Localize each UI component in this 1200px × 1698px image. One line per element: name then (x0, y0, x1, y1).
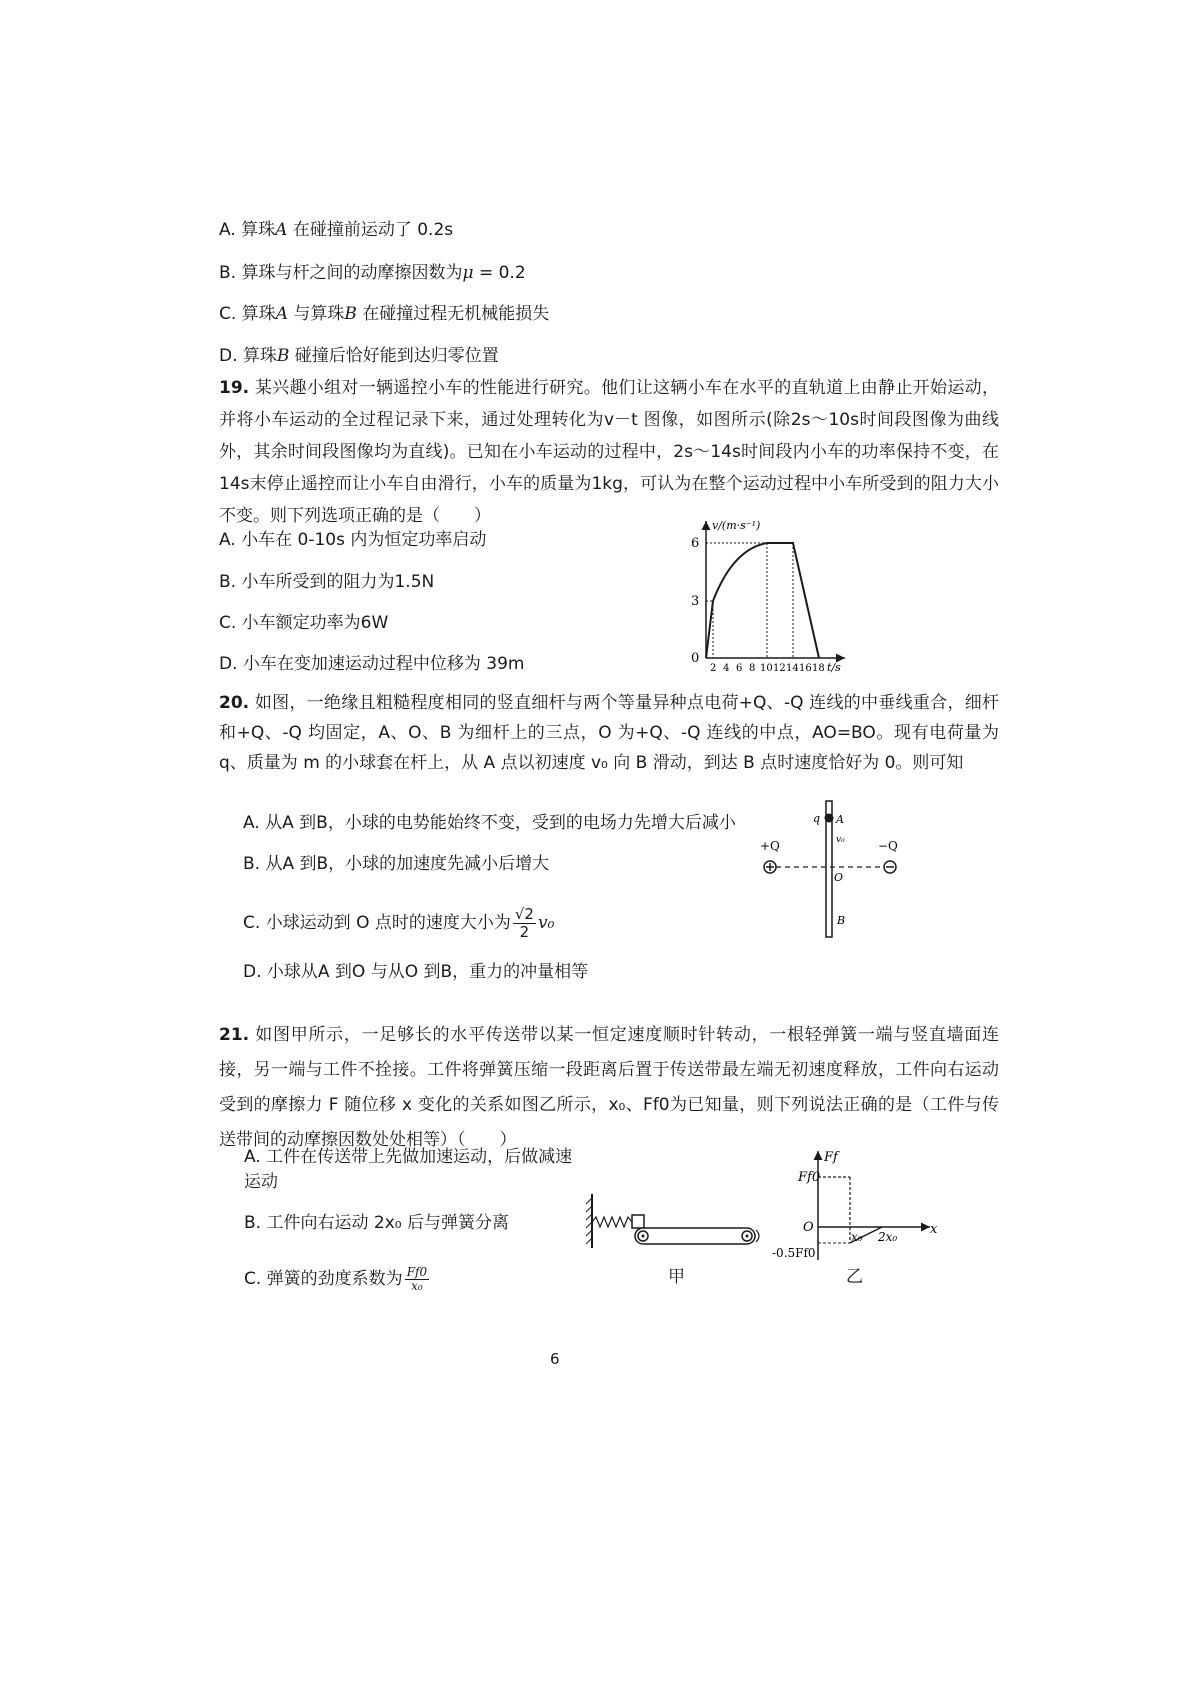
q20-option-d: D. 小球从A 到O 与从O 到B，重力的冲量相等 (243, 962, 589, 982)
conveyor-belt (635, 1228, 755, 1244)
rotation-arrow (756, 1230, 759, 1242)
q20-stem-text: 如图，一绝缘且粗糙程度相同的竖直细杆与两个等量异种点电荷+Q、-Q 连线的中垂线重合，细杆和+Q、-Q 均固定，A、O、B 为细杆上的三点，O 为+Q、-Q 连线的中点，AO=BO。现有电荷量为 q、质量为 m 的小球套在杆上，从 A 点以初速度 v₀ 向 B 滑动，到达 B 点时速度恰好为 0。则可知 (219, 693, 1000, 773)
vt-xtick-16: 16 (799, 663, 812, 674)
yi-xlabel: x (930, 1222, 938, 1237)
q19-stem-text: 某兴趣小组对一辆遥控小车的性能进行研究。他们让这辆小车在水平的直轨道上由静止开始运动，并将小车运动的全过程记录下来，通过处理转化为v－t 图像，如图所示(除2s～10s时间段图像为曲线外，其余时间段图像均为直线)。已知在小车运动的过程中，2s～14s时间段内小车的功率保持不变，在14s末停止遥控而让小车自由滑行，小车的质量为1kg，可认为在整个运动过程中小车所受到的阻力大小不变。则下列选项正确的是（ ） (219, 378, 999, 526)
q21-option-c: C. 弹簧的劲度系数为 $\frac{Ff0}{\text{x₀}}$ (244, 1264, 428, 1293)
label-a: A (836, 813, 844, 826)
q21-c-fraction: $\frac{Ff0}{\text{x₀}}$ (406, 1264, 428, 1293)
label-plus-q: +Q (760, 839, 780, 853)
q21-option-a-line2: 运动 (244, 1172, 278, 1192)
charges-figure (750, 798, 910, 943)
q19-option-a: A. 小车在 0-10s 内为恒定功率启动 (219, 530, 487, 550)
vt-xtick-12: 12 (773, 663, 786, 674)
yi-ff0-label: Ff0 (798, 1170, 821, 1185)
q19-stem (219, 372, 999, 532)
vt-origin: 0 (691, 651, 700, 666)
yi-x0-label: x₀ (851, 1230, 863, 1244)
q20-option-c: C. 小球运动到 O 点时的速度大小为 $\frac{√2}{2}$ v₀ (243, 904, 555, 941)
vt-ytick-6: 6 (691, 536, 700, 551)
yi-2x0-label: 2x₀ (878, 1230, 898, 1244)
q19-number: 19. (219, 378, 250, 398)
vt-graph (685, 515, 860, 675)
yi-neg-label: -0.5Ff0 (772, 1246, 816, 1260)
q20-option-a: A. 从A 到B，小球的电势能始终不变，受到的电场力先增大后减小 (243, 813, 736, 833)
yi-origin: O (803, 1220, 814, 1235)
label-q: q (813, 812, 821, 825)
q18-option-a: A. 算珠A 在碰撞前运动了 0.2s (219, 220, 454, 240)
q21-stem-text: 如图甲所示，一足够长的水平传送带以某一恒定速度顺时针转动，一根轻弹簧一端与竖直墙面连接，另一端与工件不拴接。工件将弹簧压缩一段距离后置于传送带最左端无初速度释放，工件向右运动受到的摩擦力 F 随位移 x 变化的关系如图乙所示，x₀、Ff0为已知量，则下列说法正确的是（工件与传送带间的动摩擦因数处处相等）（ ） (219, 1025, 1000, 1150)
label-b: B (837, 914, 846, 927)
label-o: O (834, 871, 844, 884)
workpiece (632, 1215, 644, 1228)
vt-xtick-2: 2 (710, 663, 717, 674)
q20-stem (219, 688, 999, 778)
q20-option-b: B. 从A 到B，小球的加速度先减小后增大 (243, 854, 550, 874)
q21-option-b: B. 工件向右运动 2x₀ 后与弹簧分离 (244, 1213, 509, 1233)
q19-option-d: D. 小车在变加速运动过程中位移为 39m (219, 654, 525, 674)
label-minus-q: −Q (878, 839, 898, 853)
vt-xtick-10: 10 (760, 663, 773, 674)
q19-option-c: C. 小车额定功率为6W (219, 613, 389, 633)
figure-yi-label: 乙 (846, 1267, 863, 1287)
q18-option-d: D. 算珠B 碰撞后恰好能到达归零位置 (219, 346, 499, 366)
q18-option-c: C. 算珠A 与算珠B 在碰撞过程无机械能损失 (219, 304, 550, 324)
q20-c-fraction: $\frac{√2}{2}$ (514, 904, 534, 941)
vt-xtick-18: 18 (812, 663, 825, 674)
q21-number: 21. (219, 1025, 250, 1045)
ball (825, 814, 834, 823)
q19-option-b: B. 小车所受到的阻力为1.5N (219, 572, 435, 592)
vt-ytick-3: 3 (691, 594, 700, 609)
vt-xtick-8: 8 (749, 663, 756, 674)
figure-yi (768, 1145, 943, 1270)
figure-jia (580, 1190, 780, 1255)
label-v0: v₀ (836, 835, 845, 845)
vt-xtick-6: 6 (736, 663, 743, 674)
vt-xlabel: t/s (827, 661, 841, 674)
vt-curve (706, 543, 819, 658)
page-number: 6 (550, 1350, 560, 1368)
q21-option-a-line1: A. 工件在传送带上先做加速运动，后做减速 (244, 1147, 573, 1167)
yi-ylabel: Ff (824, 1150, 838, 1165)
spring (592, 1217, 632, 1227)
vt-xtick-4: 4 (723, 663, 730, 674)
figure-jia-label: 甲 (668, 1267, 685, 1287)
q18-option-b: B. 算珠与杆之间的动摩擦因数为μ = 0.2 (219, 263, 526, 283)
q21-stem (219, 1018, 999, 1158)
vt-ylabel: v/(m·s⁻¹) (712, 519, 761, 532)
vt-xtick-14: 14 (786, 663, 799, 674)
q20-number: 20. (219, 693, 250, 713)
